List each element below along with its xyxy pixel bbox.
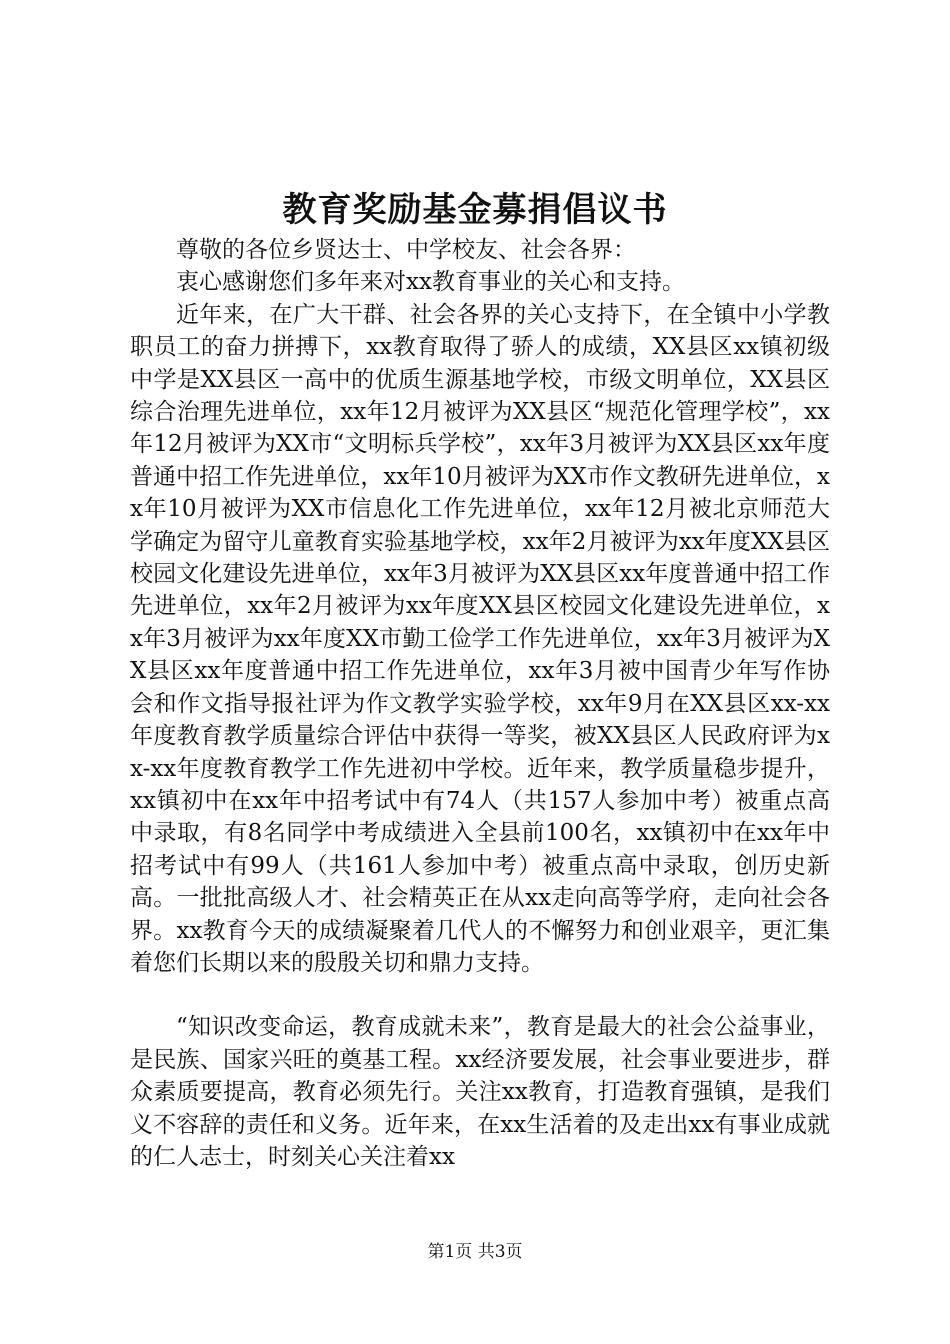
- appeal-paragraph: “知识改变命运，教育成就未来”，教育是最大的社会公益事业，是民族、国家兴旺的奠基工程。xx经济要发展，社会事业要进步，群众素质要提高，教育必须先行。关注xx教育，打造教育强镇，是我们义不容辞的责任和义务。近年来，在xx生活着的及走出xx有事业成就的仁人志士，时刻关心关注着xx: [130, 1014, 830, 1170]
- salutation-paragraph: 尊敬的各位乡贤达士、中学校友、社会各界：: [176, 237, 636, 263]
- document-body: [130, 234, 830, 1173]
- achievements-paragraph: 近年来，在广大干群、社会各界的关心支持下，在全镇中小学教职员工的奋力拼搏下，xx教育取得了骄人的成绩，XX县区xx镇初级中学是XX县区一高中的优质生源基地学校，市级文明单位，XX县区综合治理先进单位，xx年12月被评为XX县区“规范化管理学校”，xx年12月被评为XX市“文明标兵学校”，xx年3月被评为XX县区xx年度普通中招工作先进单位，xx年10月被评为XX市作文教研先进单位，xx年10月被评为XX市信息化工作先进单位，xx年12月被北京师范大学确定为留守儿童教育实验基地学校，xx年2月被评为xx年度XX县区校园文化建设先进单位，xx年3月被评为XX县区xx年度普通中招工作先进单位，xx年2月被评为xx年度XX县区校园文化建设先进单位，xx年3月被评为xx年度XX市勤工俭学工作先进单位，xx年3月被评为XX县区xx年度普通中招工作先进单位，xx年3月被中国青少年写作协会和作文指导报社评为作文教学实验学校，xx年9月在XX县区xx-xx年度教育教学质量综合评估中获得一等奖，被XX县区人民政府评为xx-xx年度教育教学工作先进初中学校。近年来，教学质量稳步提升，xx镇初中在xx年中招考试中有74人（共157人参加中考）被重点高中录取，有8名同学中考成绩进入全县前100名，xx镇初中在xx年中招考试中有99人（共161人参加中考）被重点高中录取，创历史新高。一批批高级人才、社会精英正在从xx走向高等学府，走向社会各界。xx教育今天的成绩凝聚着几代人的不懈努力和创业艰辛，更汇集着您们长期以来的殷殷关切和鼎力支持。: [130, 301, 830, 976]
- page-footer: 第1页 共3页: [427, 1242, 523, 1262]
- page-title: 教育奖励基金募捐倡议书: [282, 190, 668, 230]
- thanks-paragraph: 衷心感谢您们多年来对xx教育事业的关心和支持。: [176, 269, 685, 296]
